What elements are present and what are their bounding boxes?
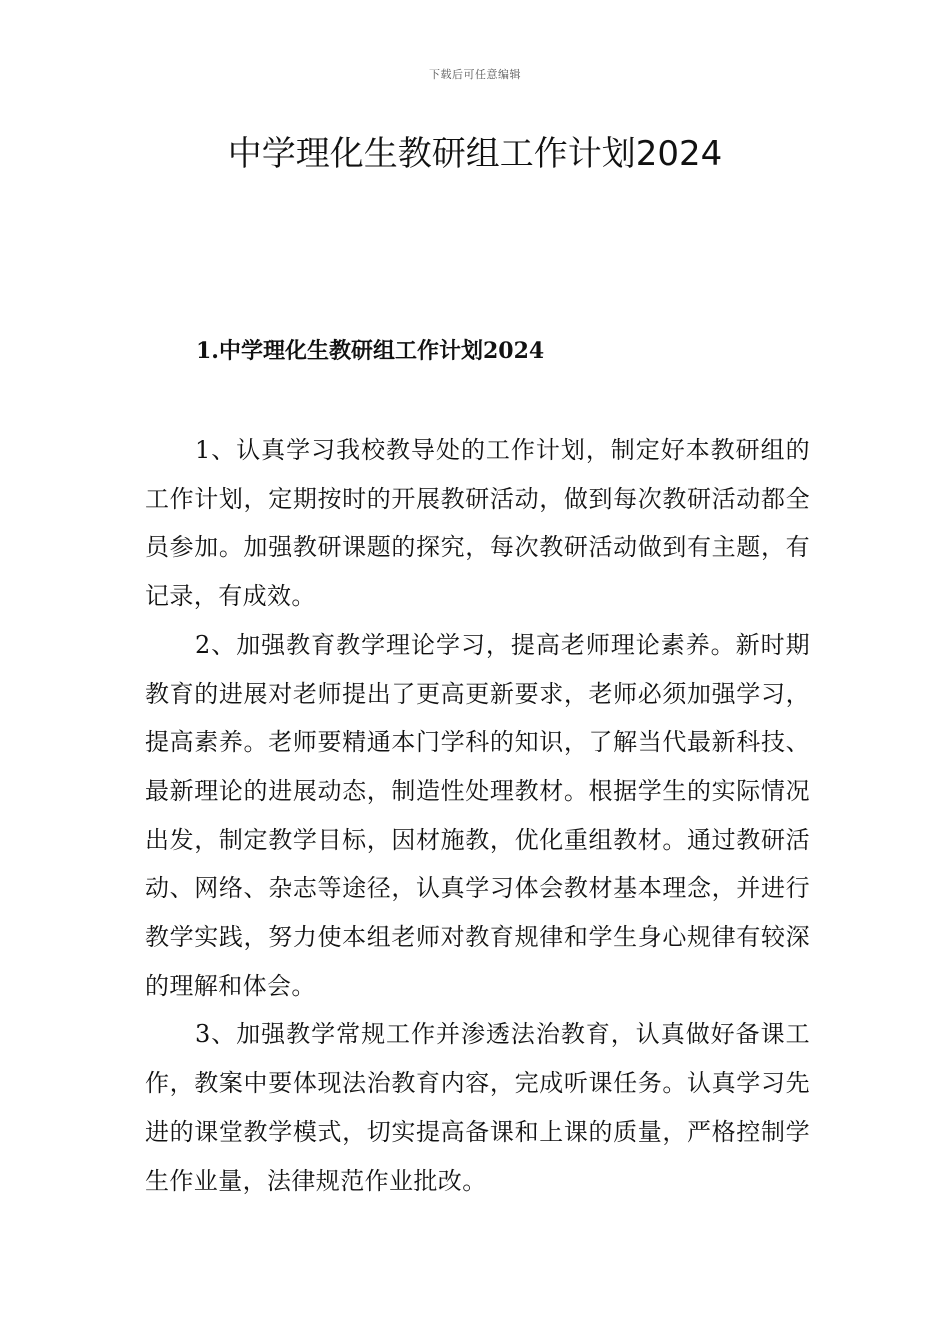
section-heading: 1.中学理化生教研组工作计划2024 (196, 338, 545, 364)
document-title: 中学理化生教研组工作计划2024 (227, 134, 723, 174)
paragraph-1: 1、认真学习我校教导处的工作计划，制定好本教研组的工作计划，定期按时的开展教研活动，做到每次教研活动都全员参加。加强教研课题的探究，每次教研活动做到有主题，有记录，有成效。 (145, 436, 810, 611)
paragraph-2: 2、加强教育教学理论学习，提高老师理论素养。新时期教育的进展对老师提出了更高更新要求，老师必须加强学习，提高素养。老师要精通本门学科的知识，了解当代最新科技、最新理论的进展动态，制造性处理教材。根据学生的实际情况出发，制定教学目标，因材施教，优化重组教材。通过教研活动、网络、杂志等途径，认真学习体会教材基本理念，并进行教学实践，努力使本组老师对教育规律和学生身心规律有较深的理解和体会。 (145, 630, 810, 1000)
paragraph-3: 3、加强教学常规工作并渗透法治教育，认真做好备课工作，教案中要体现法治教育内容，完成听课任务。认真学习先进的课堂教学模式，切实提高备课和上课的质量，严格控制学生作业量，法律规范作业批改。 (145, 1020, 810, 1195)
header-note: 下载后可任意编辑 (429, 68, 521, 81)
body-text (145, 426, 810, 1205)
